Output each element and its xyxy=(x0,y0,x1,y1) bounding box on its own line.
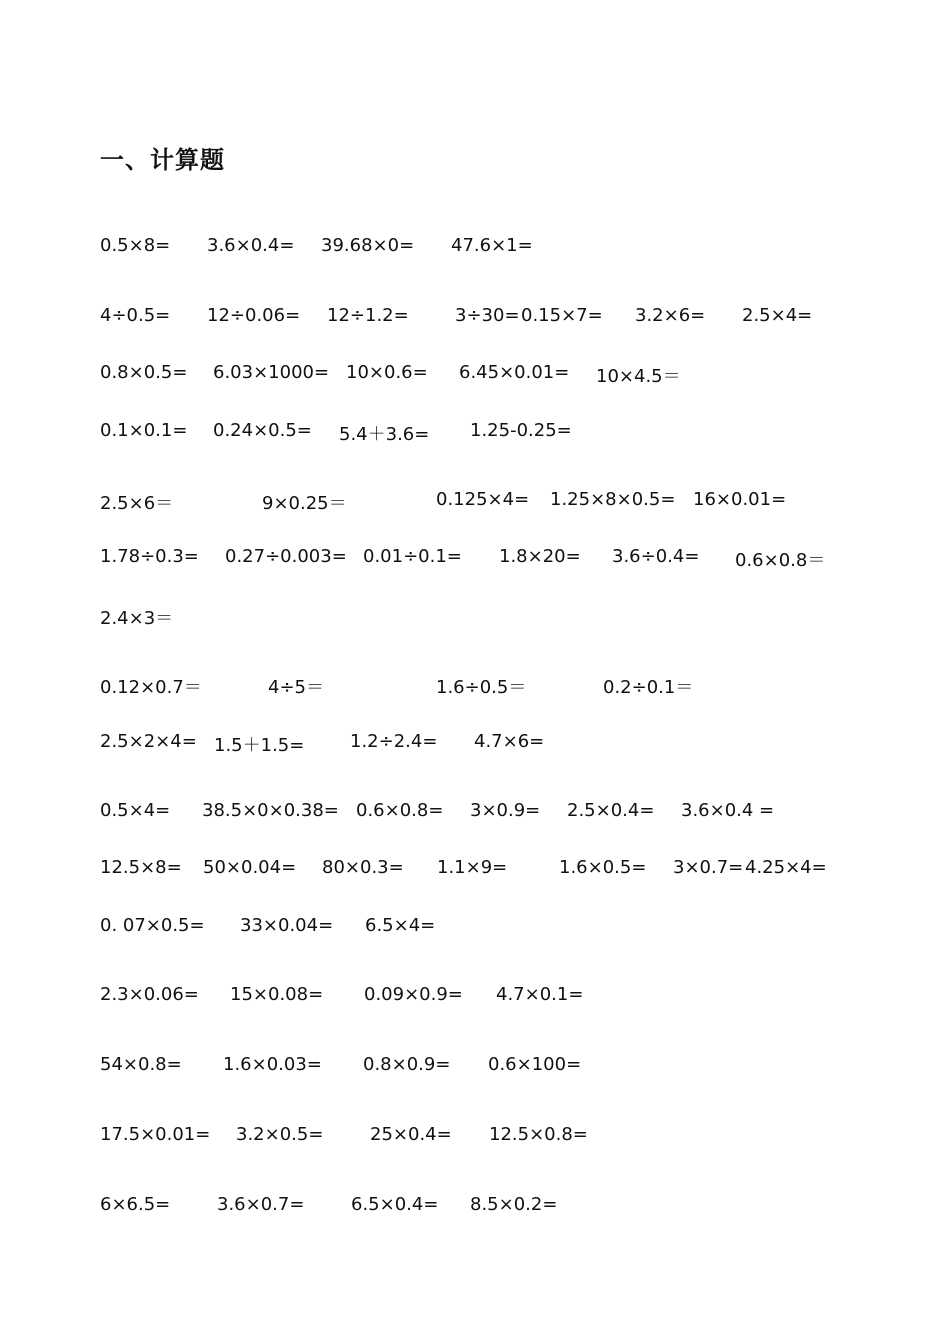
problem-line xyxy=(0,1194,950,1218)
math-problem: 4.7×0.1= xyxy=(496,984,584,1005)
math-problem: 0.15×7= xyxy=(521,305,603,326)
section-heading: 一、计算题 xyxy=(100,146,225,174)
problem-line xyxy=(0,362,950,386)
math-problem: 0.12×0.7＝ xyxy=(100,677,202,698)
math-problem: 80×0.3= xyxy=(322,857,404,878)
math-problem: 1.5＋1.5= xyxy=(214,735,305,756)
math-problem: 0.6×100= xyxy=(488,1054,582,1075)
math-problem: 2.5×6＝ xyxy=(100,493,174,514)
math-problem: 10×0.6= xyxy=(346,362,428,383)
math-problem: 1.25-0.25= xyxy=(470,420,572,441)
math-problem: 0.1×0.1= xyxy=(100,420,188,441)
math-problem: 2.5×2×4= xyxy=(100,731,197,752)
math-problem: 1.1×9= xyxy=(437,857,508,878)
math-problem: 12.5×0.8= xyxy=(489,1124,588,1145)
problem-line xyxy=(0,235,950,259)
math-problem: 0.09×0.9= xyxy=(364,984,463,1005)
math-problem: 3.6÷0.4= xyxy=(612,546,700,567)
math-problem: 2.5×4= xyxy=(742,305,813,326)
math-problem: 3×0.7= xyxy=(673,857,744,878)
math-problem: 10×4.5＝ xyxy=(596,366,681,387)
problem-line xyxy=(0,604,950,628)
math-problem: 2.4×3＝ xyxy=(100,608,174,629)
math-problem: 0.2÷0.1＝ xyxy=(603,677,694,698)
math-problem: 1.6×0.03= xyxy=(223,1054,322,1075)
math-problem: 15×0.08= xyxy=(230,984,324,1005)
math-problem: 17.5×0.01= xyxy=(100,1124,211,1145)
problem-line xyxy=(0,857,950,881)
math-problem: 6×6.5= xyxy=(100,1194,171,1215)
math-problem: 4÷5＝ xyxy=(268,677,324,698)
math-problem: 33×0.04= xyxy=(240,915,334,936)
math-problem: 50×0.04= xyxy=(203,857,297,878)
math-problem: 25×0.4= xyxy=(370,1124,452,1145)
problem-line xyxy=(0,915,950,939)
math-problem: 12.5×8= xyxy=(100,857,182,878)
math-problem: 6.45×0.01= xyxy=(459,362,570,383)
math-problem: 38.5×0×0.38= xyxy=(202,800,339,821)
math-problem: 3.2×6= xyxy=(635,305,706,326)
math-problem: 0.125×4= xyxy=(436,489,530,510)
problem-line xyxy=(0,420,950,444)
math-problem: 12÷0.06= xyxy=(207,305,301,326)
math-problem: 4.7×6= xyxy=(474,731,545,752)
math-problem: 5.4＋3.6= xyxy=(339,424,430,445)
math-problem: 2.3×0.06= xyxy=(100,984,199,1005)
math-problem: 1.2÷2.4= xyxy=(350,731,438,752)
math-problem: 3÷30= xyxy=(455,305,520,326)
math-problem: 3×0.9= xyxy=(470,800,541,821)
math-problem: 0.6×0.8= xyxy=(356,800,444,821)
math-problem: 0.5×4= xyxy=(100,800,171,821)
math-problem: 3.2×0.5= xyxy=(236,1124,324,1145)
math-problem: 6.5×4= xyxy=(365,915,436,936)
problem-line xyxy=(0,305,950,329)
math-problem: 0.5×8= xyxy=(100,235,171,256)
problem-line xyxy=(0,489,950,513)
math-problem: 47.6×1= xyxy=(451,235,533,256)
math-problem: 6.03×1000= xyxy=(213,362,330,383)
math-problem: 16×0.01= xyxy=(693,489,787,510)
math-problem: 54×0.8= xyxy=(100,1054,182,1075)
math-problem: 4÷0.5= xyxy=(100,305,171,326)
math-problem: 1.6÷0.5＝ xyxy=(436,677,527,698)
math-problem: 1.6×0.5= xyxy=(559,857,647,878)
problem-line xyxy=(0,731,950,755)
problem-line xyxy=(0,673,950,697)
problem-line xyxy=(0,984,950,1008)
math-problem: 1.78÷0.3= xyxy=(100,546,199,567)
math-problem: 0.8×0.9= xyxy=(363,1054,451,1075)
math-problem: 6.5×0.4= xyxy=(351,1194,439,1215)
math-problem: 0.24×0.5= xyxy=(213,420,312,441)
math-problem: 0.8×0.5= xyxy=(100,362,188,383)
problem-line xyxy=(0,1054,950,1078)
math-problem: 4.25×4= xyxy=(745,857,827,878)
math-problem: 3.6×0.7= xyxy=(217,1194,305,1215)
math-problem: 0. 07×0.5= xyxy=(100,915,205,936)
math-problem: 8.5×0.2= xyxy=(470,1194,558,1215)
math-problem: 2.5×0.4= xyxy=(567,800,655,821)
math-problem: 1.25×8×0.5= xyxy=(550,489,676,510)
problem-line xyxy=(0,1124,950,1148)
math-problem: 0.6×0.8＝ xyxy=(735,550,826,571)
math-problem: 3.6×0.4= xyxy=(207,235,295,256)
math-problem: 3.6×0.4 = xyxy=(681,800,775,821)
math-problem: 0.01÷0.1= xyxy=(363,546,462,567)
problem-line xyxy=(0,546,950,570)
math-problem: 0.27÷0.003= xyxy=(225,546,347,567)
math-problem: 39.68×0= xyxy=(321,235,415,256)
math-problem: 1.8×20= xyxy=(499,546,581,567)
problem-line xyxy=(0,800,950,824)
math-problem: 9×0.25＝ xyxy=(262,493,347,514)
math-problem: 12÷1.2= xyxy=(327,305,409,326)
